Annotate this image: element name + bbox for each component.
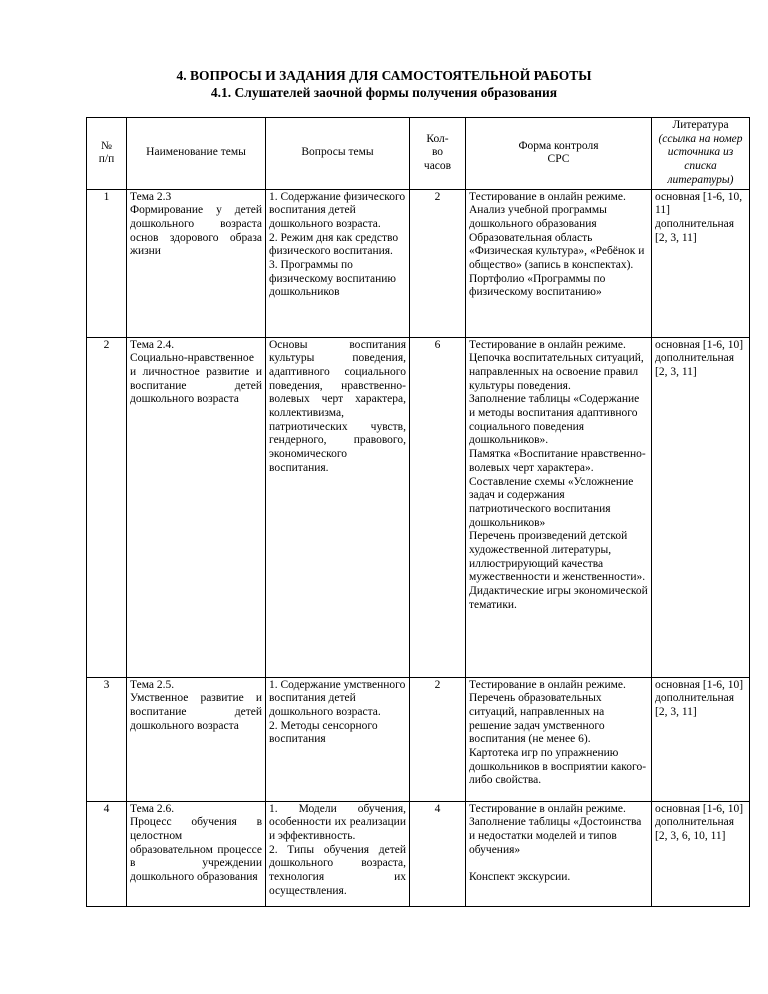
literature-main: основная [1-6, 10] bbox=[655, 678, 744, 691]
questions-cell bbox=[266, 801, 410, 906]
spacer bbox=[469, 857, 648, 871]
control-item: Тестирование в онлайн режиме. bbox=[469, 678, 626, 691]
control-item: Тестирование в онлайн режиме. bbox=[469, 190, 626, 203]
literature-cell bbox=[652, 337, 750, 677]
control-item: Составление схемы «Усложнение задач и содержания патриотического воспитания дошкольников» bbox=[469, 475, 634, 529]
topic-cell bbox=[127, 337, 266, 677]
control-item: Тестирование в онлайн режиме. bbox=[469, 338, 626, 351]
topic-title: Тема 2.3 bbox=[130, 190, 172, 203]
literature-main: основная [1-6, 10] bbox=[655, 802, 744, 815]
control-item: Тестирование в онлайн режиме. bbox=[469, 802, 626, 815]
literature-additional: дополнительная [2, 3, 6, 10, 11] bbox=[655, 816, 735, 842]
question-item: 1. Модели обучения, особенности их реализации и эффективность. bbox=[269, 802, 406, 842]
header-questions: Вопросы темы bbox=[266, 118, 410, 190]
literature-cell bbox=[652, 801, 750, 906]
table-row bbox=[87, 337, 750, 677]
question-item: 1. Содержание умственного воспитания детей дошкольного возраста. bbox=[269, 678, 406, 718]
table-row bbox=[87, 677, 750, 801]
row-number: 1 bbox=[87, 189, 127, 337]
topic-title: Тема 2.5. bbox=[130, 678, 175, 691]
control-item: Портфолио «Программы по физическому воспитанию» bbox=[469, 272, 606, 299]
control-cell bbox=[466, 189, 652, 337]
hours-cell: 2 bbox=[410, 189, 466, 337]
topic-title: Тема 2.6. bbox=[130, 802, 175, 815]
control-item: Цепочка воспитательных ситуаций, направленных на освоение правил культуры поведения. bbox=[469, 352, 644, 392]
literature-cell bbox=[652, 189, 750, 337]
literature-cell bbox=[652, 677, 750, 801]
header-topic: Наименование темы bbox=[127, 118, 266, 190]
topic-cell bbox=[127, 677, 266, 801]
hours-cell: 2 bbox=[410, 677, 466, 801]
self-study-table bbox=[86, 117, 750, 907]
hours-cell: 6 bbox=[410, 337, 466, 677]
topic-cell bbox=[127, 801, 266, 906]
row-number: 4 bbox=[87, 801, 127, 906]
question-item: Основы воспитания культуры поведения, адаптивного социального поведения, нравственно-волевых черт характера, коллективизма, патриотических чувств, гендерного, правового, экономического воспитания. bbox=[269, 338, 406, 474]
table-row bbox=[87, 189, 750, 337]
control-item: Дидактические игры экономической тематики. bbox=[469, 585, 648, 611]
question-item: 2. Типы обучения детей дошкольного возраста, технология их осуществления. bbox=[269, 843, 406, 897]
control-item: Конспект экскурсии. bbox=[469, 871, 571, 884]
hours-cell: 4 bbox=[410, 801, 466, 906]
literature-additional: дополнительная [2, 3, 11] bbox=[655, 352, 735, 378]
table-header-row bbox=[87, 118, 750, 190]
literature-additional: дополнительная [2, 3, 11] bbox=[655, 692, 735, 718]
questions-cell bbox=[266, 189, 410, 337]
topic-text: Умственное развитие и воспитание детей дошкольного возраста bbox=[130, 692, 262, 732]
topic-text: Процесс обучения в целостном образовательном процессе в учреждении дошкольного образования bbox=[130, 816, 262, 884]
topic-text: Социально-нравственное и личностное развитие и воспитание детей дошкольного возраста bbox=[130, 352, 262, 406]
row-number: 3 bbox=[87, 677, 127, 801]
literature-main: основная [1-6, 10] bbox=[655, 338, 744, 351]
question-item: 1. Содержание физического воспитания детей дошкольного возраста. bbox=[269, 190, 406, 230]
control-item: Заполнение таблицы «Достоинства и недостатки моделей и типов обучения» bbox=[469, 816, 642, 856]
control-item: Анализ учебной программы дошкольного образования Образовательная область «Физическая культура», «Ребёнок и общество» (запись в конспектах). bbox=[469, 204, 645, 272]
section-subtitle: 4.1. Слушателей заочной формы получения образования bbox=[210, 85, 558, 100]
control-item: Памятка «Воспитание нравственно-волевых черт характера». bbox=[469, 448, 646, 474]
question-item: 2. Режим дня как средство физического воспитания. bbox=[269, 231, 399, 258]
control-item: Заполнение таблицы «Содержание и методы воспитания адаптивного социального поведения дошкольников». bbox=[469, 393, 640, 447]
questions-cell bbox=[266, 677, 410, 801]
table-row bbox=[87, 801, 750, 906]
questions-cell bbox=[266, 337, 410, 677]
literature-main: основная [1-6, 10, 11] bbox=[655, 190, 743, 217]
header-literature: Литература (ссылка на номер источника из списка литературы) bbox=[652, 118, 750, 190]
header-hours: Кол- во часов bbox=[410, 118, 466, 190]
row-number: 2 bbox=[87, 337, 127, 677]
topic-title: Тема 2.4. bbox=[130, 338, 175, 351]
topic-text: Формирование у детей дошкольного возраста основ здорового образа жизни bbox=[130, 204, 262, 258]
control-item: Перечень образовательных ситуаций, направленных на решение задач умственного воспитания (не менее 6). bbox=[469, 692, 605, 746]
control-item: Картотека игр по упражнению дошкольников в восприятии какого-либо свойства. bbox=[469, 747, 647, 787]
control-cell bbox=[466, 677, 652, 801]
header-control: Форма контроля СРС bbox=[466, 118, 652, 190]
question-item: 2. Методы сенсорного воспитания bbox=[269, 719, 378, 746]
literature-additional: дополнительная [2, 3, 11] bbox=[655, 217, 735, 244]
topic-cell bbox=[127, 189, 266, 337]
control-cell bbox=[466, 801, 652, 906]
header-number: № п/п bbox=[87, 118, 127, 190]
question-item: 3. Программы по физическому воспитанию дошкольников bbox=[269, 259, 396, 299]
control-item: Перечень произведений детской художественной литературы, иллюстрирующий качества мужественности и женственности». bbox=[469, 530, 646, 584]
control-cell bbox=[466, 337, 652, 677]
section-title: 4. ВОПРОСЫ И ЗАДАНИЯ ДЛЯ САМОСТОЯТЕЛЬНОЙ РАБОТЫ bbox=[176, 68, 592, 83]
